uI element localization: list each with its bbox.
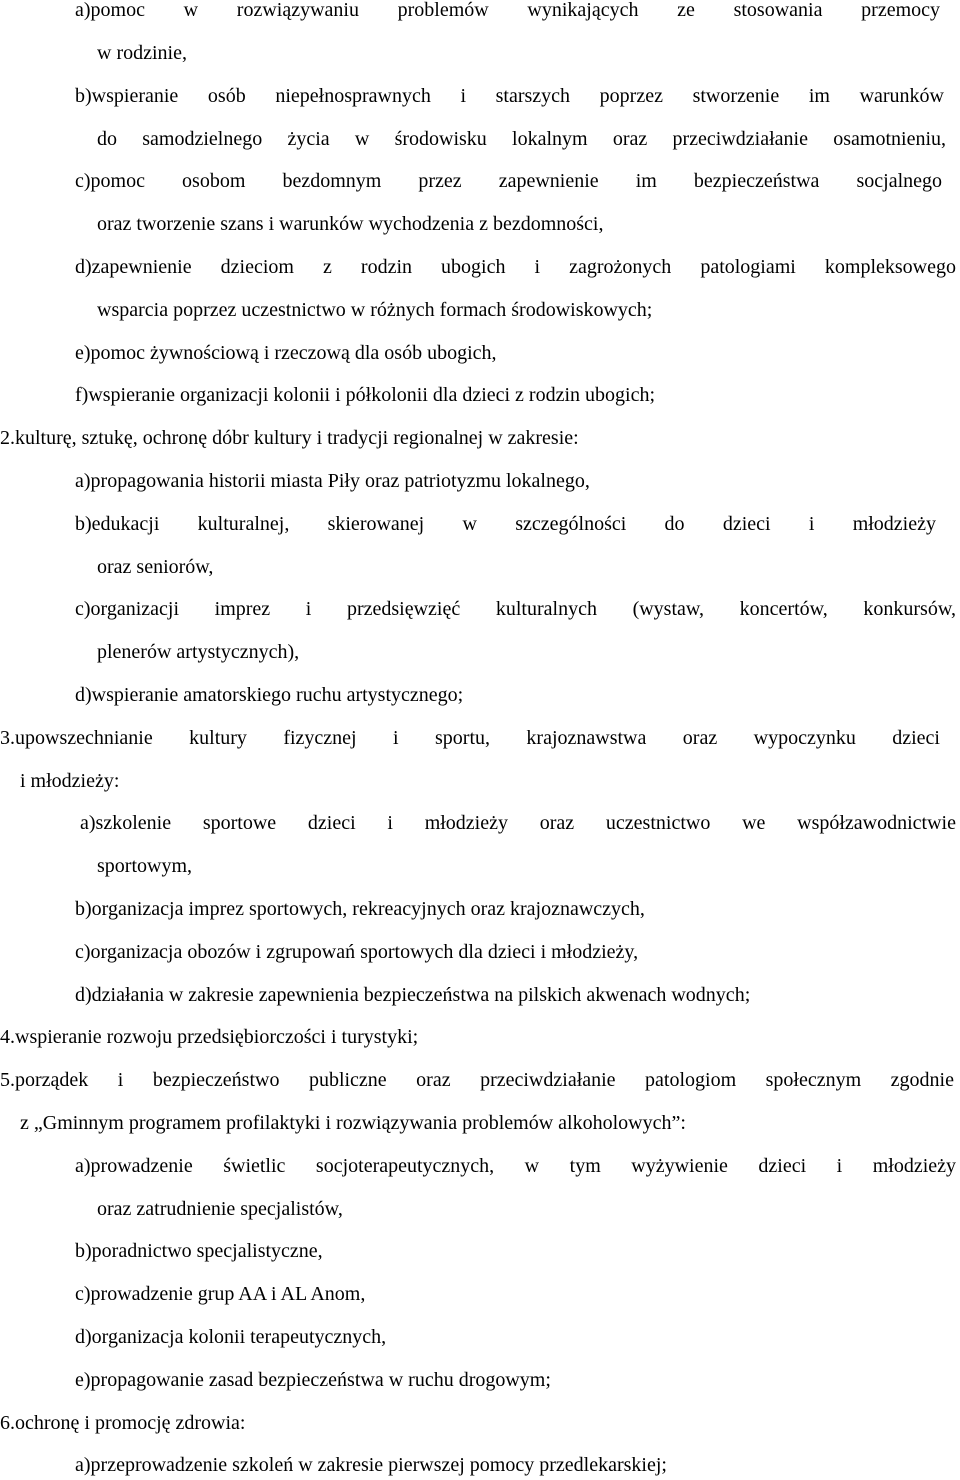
list-item: c)organizacja obozów i zgrupowań sportowych dla dzieci i młodzieży, xyxy=(75,941,639,963)
list-item: b)edukacji kulturalnej, skierowanej w szczególności do dzieci i młodzieży xyxy=(75,513,936,535)
list-item: do samodzielnego życia w środowisku lokalnym oraz przeciwdziałanie osamotnieniu, xyxy=(97,128,946,150)
list-item: a)szkolenie sportowe dzieci i młodzieży oraz uczestnictwo we współzawodnictwie xyxy=(80,812,956,834)
list-item: c)pomoc osobom bezdomnym przez zapewnienie im bezpieczeństwa socjalnego xyxy=(75,170,942,192)
list-item: w rodzinie, xyxy=(97,42,187,64)
list-item: i młodzieży: xyxy=(20,770,120,792)
list-item: 6.ochronę i promocję zdrowia: xyxy=(0,1412,246,1434)
list-item: d)działania w zakresie zapewnienia bezpieczeństwa na pilskich akwenach wodnych; xyxy=(75,984,751,1006)
list-item: e)propagowanie zasad bezpieczeństwa w ruchu drogowym; xyxy=(75,1369,551,1391)
list-item: e)pomoc żywnościową i rzeczową dla osób ubogich, xyxy=(75,342,497,364)
list-item: a)propagowania historii miasta Piły oraz patriotyzmu lokalnego, xyxy=(75,470,590,492)
list-item: plenerów artystycznych), xyxy=(97,641,300,663)
list-item: sportowym, xyxy=(97,855,192,877)
list-item: a)przeprowadzenie szkoleń w zakresie pierwszej pomocy przedlekarskiej; xyxy=(75,1454,667,1476)
list-item: d)organizacja kolonii terapeutycznych, xyxy=(75,1326,387,1348)
list-item: b)wspieranie osób niepełnosprawnych i starszych poprzez stworzenie im warunków xyxy=(75,85,944,107)
list-item: b)poradnictwo specjalistyczne, xyxy=(75,1240,323,1262)
list-item: wsparcia poprzez uczestnictwo w różnych formach środowiskowych; xyxy=(97,299,653,321)
list-item: 2.kulturę, sztukę, ochronę dóbr kultury i tradycji regionalnej w zakresie: xyxy=(0,427,579,449)
list-item: oraz tworzenie szans i warunków wychodzenia z bezdomności, xyxy=(97,213,604,235)
list-item: oraz zatrudnienie specjalistów, xyxy=(97,1198,343,1220)
list-item: d)zapewnienie dzieciom z rodzin ubogich i zagrożonych patologiami kompleksowego xyxy=(75,256,956,278)
list-item: d)wspieranie amatorskiego ruchu artystycznego; xyxy=(75,684,464,706)
list-item: 4.wspieranie rozwoju przedsiębiorczości i turystyki; xyxy=(0,1026,419,1048)
list-item: 5.porządek i bezpieczeństwo publiczne oraz przeciwdziałanie patologiom społecznym zgodnie xyxy=(0,1069,954,1091)
list-item: c)prowadzenie grup AA i AL Anom, xyxy=(75,1283,366,1305)
list-item: f)wspieranie organizacji kolonii i półkolonii dla dzieci z rodzin ubogich; xyxy=(75,384,656,406)
list-item: a)prowadzenie świetlic socjoterapeutycznych, w tym wyżywienie dzieci i młodzieży xyxy=(75,1155,956,1177)
list-item: z „Gminnym programem profilaktyki i rozwiązywania problemów alkoholowych”: xyxy=(20,1112,686,1134)
list-item: a)pomoc w rozwiązywaniu problemów wynikających ze stosowania przemocy xyxy=(75,0,940,21)
list-item: c)organizacji imprez i przedsięwzięć kulturalnych (wystaw, koncertów, konkursów, xyxy=(75,598,956,620)
list-item: b)organizacja imprez sportowych, rekreacyjnych oraz krajoznawczych, xyxy=(75,898,645,920)
list-item: 3.upowszechnianie kultury fizycznej i sportu, krajoznawstwa oraz wypoczynku dzieci xyxy=(0,727,940,749)
list-item: oraz seniorów, xyxy=(97,556,214,578)
